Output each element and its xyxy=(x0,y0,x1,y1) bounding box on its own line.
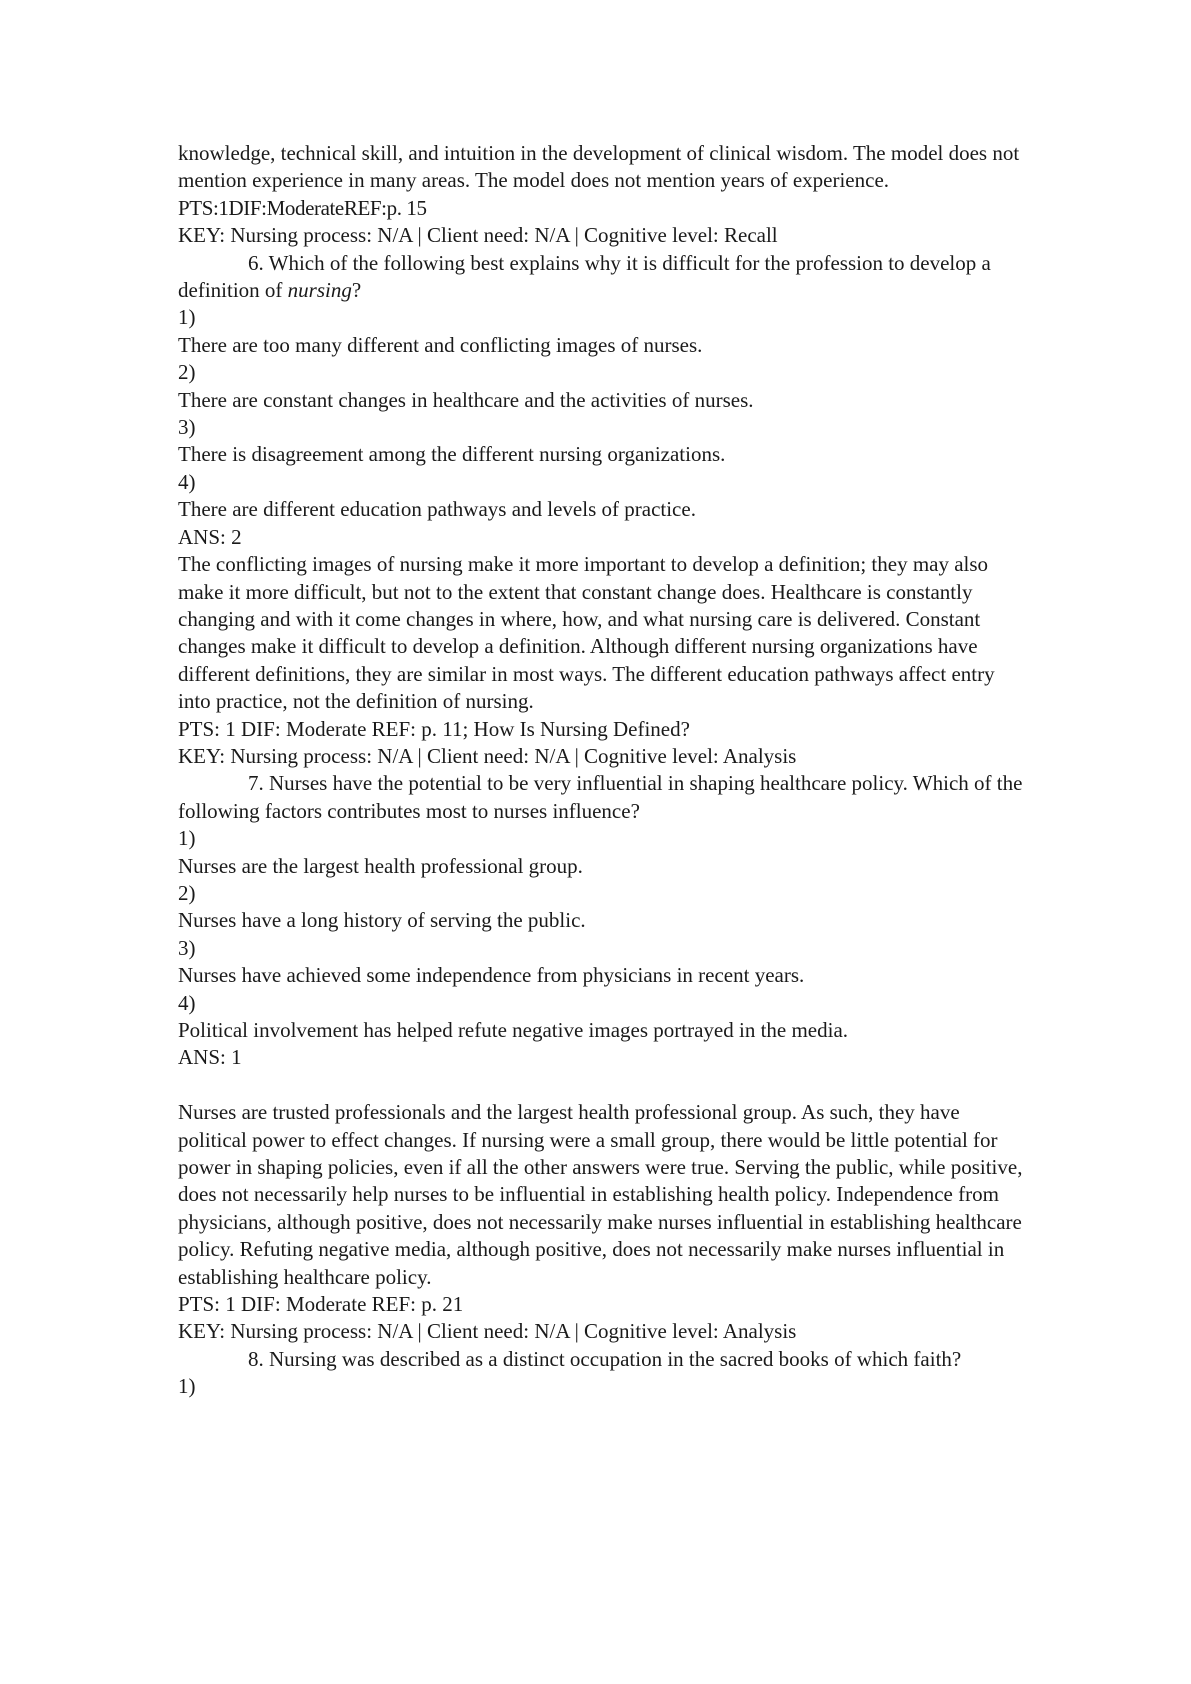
question-6-stem-text: 6. Which of the following best explains why it is difficult for the profession to develop a definition of xyxy=(178,250,991,303)
question-6-key-line: KEY: Nursing process: N/A | Client need: N/A | Cognitive level: Analysis xyxy=(178,743,797,768)
previous-key-line: KEY: Nursing process: N/A | Client need: N/A | Cognitive level: Recall xyxy=(178,223,778,248)
question-6-option-4-number: 4) xyxy=(178,469,196,494)
question-7-option-2-text: Nurses have a long history of serving the public. xyxy=(178,908,586,933)
question-6-stem-emphasis: nursing xyxy=(287,278,352,303)
question-6-option-2-text: There are constant changes in healthcare and the activities of nurses. xyxy=(178,387,754,412)
question-8-stem: 8. Nursing was described as a distinct occupation in the sacred books of which faith? xyxy=(248,1346,962,1371)
question-7-option-3-number: 3) xyxy=(178,935,196,960)
question-6-option-1-number: 1) xyxy=(178,305,196,330)
previous-rationale: knowledge, technical skill, and intuition in the development of clinical wisdom. The model does not mention experience in many areas. The model does not mention years of experience. xyxy=(178,141,1020,193)
question-6-option-2-number: 2) xyxy=(178,360,196,385)
question-7-stem: 7. Nurses have the potential to be very influential in shaping healthcare policy. Which of the following factors contributes most to nurses influence? xyxy=(178,771,1023,823)
previous-pts-line: PTS:1DIF:ModerateREF:p. 15 xyxy=(178,195,427,220)
question-6-option-3-number: 3) xyxy=(178,415,196,440)
question-6-option-1-text: There are too many different and conflicting images of nurses. xyxy=(178,332,703,357)
page-content xyxy=(178,140,1028,1401)
question-7-option-4-number: 4) xyxy=(178,990,196,1015)
question-7-option-1-text: Nurses are the largest health professional group. xyxy=(178,853,583,878)
question-7-option-2-number: 2) xyxy=(178,880,196,905)
blank-line xyxy=(178,1072,1028,1099)
question-6-rationale: The conflicting images of nursing make it more important to develop a definition; they may also make it more difficult, but not to the extent that constant change does. Healthcare is constantly changing and with it come changes in where, how, and what nursing care is delivered. Constant changes make it difficult to develop a definition. Although different nursing organizations have different definitions, they are similar in most ways. The different education pathways affect entry into practice, not the definition of nursing. xyxy=(178,552,995,714)
question-7-rationale: Nurses are trusted professionals and the largest health professional group. As such, they have political power to effect changes. If nursing were a small group, there would be little potential for power in shaping policies, even if all the other answers were true. Serving the public, while positive, does not necessarily help nurses to be influential in establishing health policy. Independence from physicians, although positive, does not necessarily make nurses influential in establishing healthcare policy. Refuting negative media, although positive, does not necessarily make nurses influential in establishing healthcare policy. xyxy=(178,1100,1023,1289)
question-6-answer: ANS: 2 xyxy=(178,524,242,549)
question-7-option-1-number: 1) xyxy=(178,826,196,851)
question-7-key-line: KEY: Nursing process: N/A | Client need: N/A | Cognitive level: Analysis xyxy=(178,1319,797,1344)
question-7-option-3-text: Nurses have achieved some independence from physicians in recent years. xyxy=(178,963,805,988)
question-6-stem-end: ? xyxy=(351,278,362,303)
question-7-pts-line: PTS: 1 DIF: Moderate REF: p. 21 xyxy=(178,1292,464,1317)
question-6-stem xyxy=(178,250,1028,305)
question-8-option-1-number: 1) xyxy=(178,1374,196,1399)
question-7-answer: ANS: 1 xyxy=(178,1045,242,1070)
question-7-option-4-text: Political involvement has helped refute negative images portrayed in the media. xyxy=(178,1018,849,1042)
question-6-option-3-text: There is disagreement among the different nursing organizations. xyxy=(178,442,726,467)
question-6-option-4-text: There are different education pathways and levels of practice. xyxy=(178,497,696,522)
question-6-pts-line: PTS: 1 DIF: Moderate REF: p. 11; How Is Nursing Defined? xyxy=(178,716,690,741)
